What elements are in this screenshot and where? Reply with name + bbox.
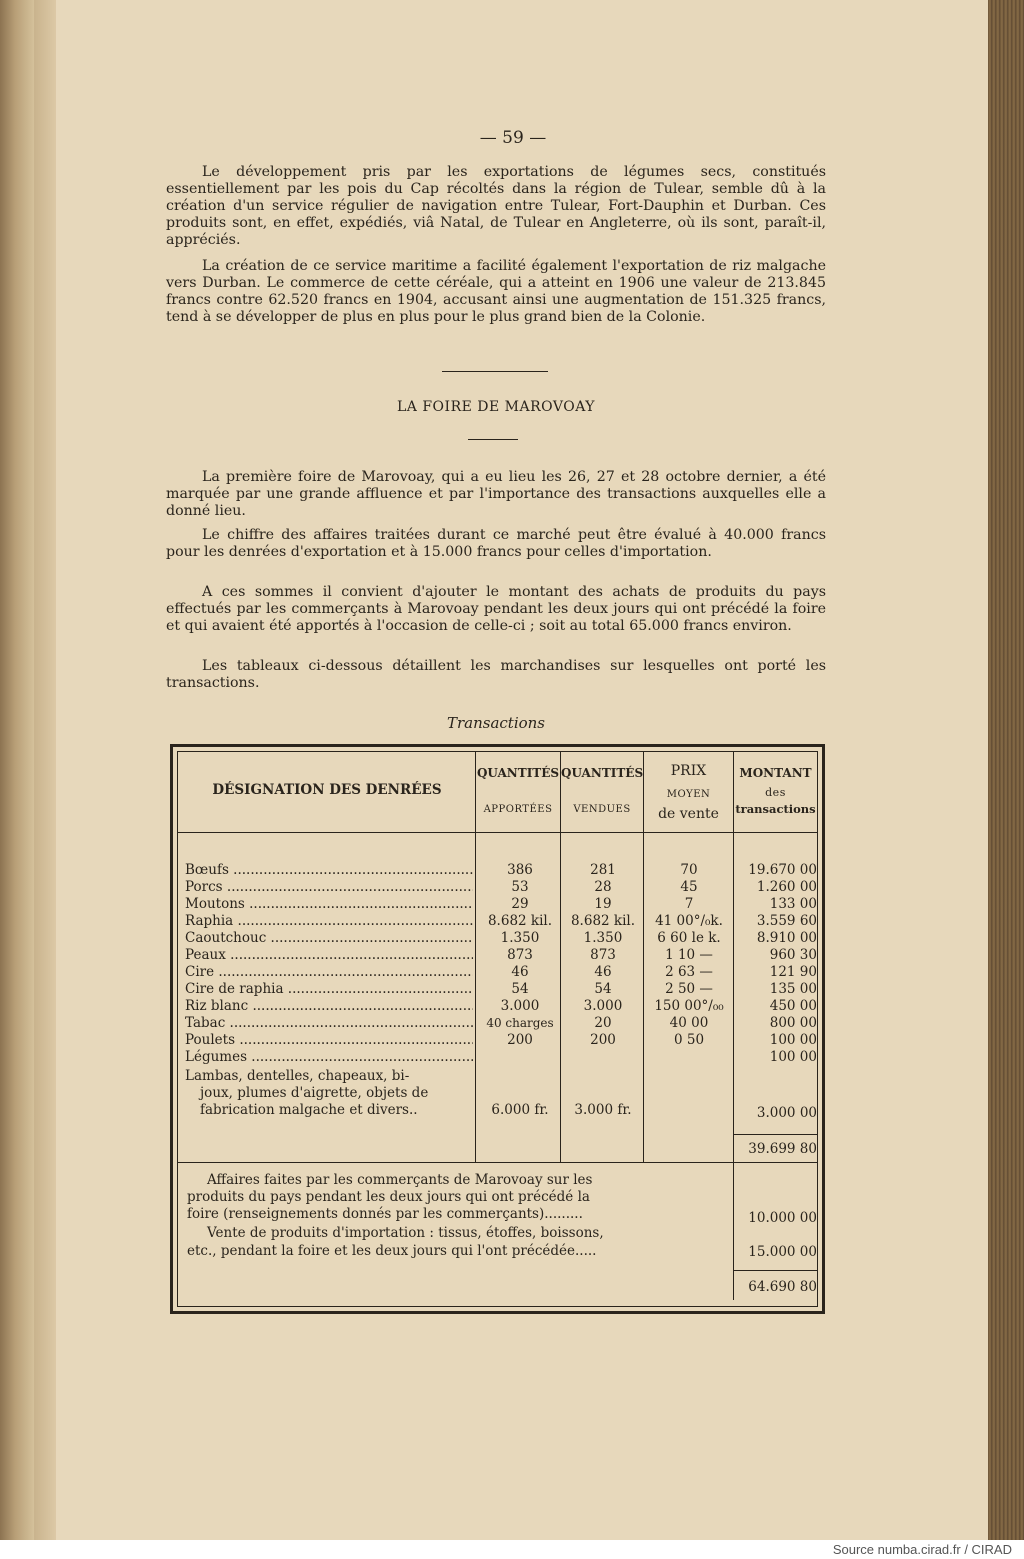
row-amount: 960 30 (769, 947, 817, 963)
row-name: Riz blanc ..... (185, 998, 473, 1015)
row-brought: 873 (507, 947, 533, 963)
section-paragraph-4: Les tableaux ci-dessous détaillent les marchandises sur lesquelles ont porté les transactions. (166, 658, 826, 691)
row-name: Bœufs ..... (185, 862, 473, 879)
row-amount: 135 00 (769, 981, 817, 997)
row-price: 150 00°/₀₀ (654, 998, 724, 1014)
row-brought: 53 (511, 879, 529, 895)
footer-amount-1: 10.000 00 (748, 1210, 817, 1226)
header-qty-brought-sub: APPORTÉES (483, 804, 553, 815)
header-amount-sub: transactions (735, 802, 816, 816)
row-amount: 1.260 00 (756, 879, 817, 895)
row-name: Cire ..... (185, 964, 473, 981)
row-name: Cire de raphia ..... (185, 981, 473, 998)
row-name-line-2: joux, plumes d'aigrette, objets de (200, 1085, 429, 1101)
row-amount: 121 90 (769, 964, 817, 980)
row-brought: 386 (507, 862, 533, 878)
header-qty-sold-sub: VENDUES (573, 804, 631, 815)
row-sold: 54 (594, 981, 612, 997)
row-sold: 281 (590, 862, 616, 878)
row-name: Caoutchouc ..... (185, 930, 473, 947)
intro-paragraph-2: La création de ce service maritime a facilité également l'exportation de riz malgache vers Durban. Le commerce de cette céréale, qui a atteint en 1906 une valeur de 213.845 francs contre 62.520 francs en 1904, accusant ainsi une augmentation de 151.325 francs, tend à se développer de plus en plus pour le plus grand bien de la Colonie. (166, 258, 826, 325)
header-price: PRIX (670, 763, 707, 779)
row-sold: 873 (590, 947, 616, 963)
section-rule-bottom (468, 439, 518, 440)
row-amount: 100 00 (769, 1032, 817, 1048)
row-sold: 46 (594, 964, 612, 980)
row-sold: 8.682 kil. (570, 913, 636, 929)
header-amount: MONTANT (739, 766, 812, 780)
row-brought: 6.000 fr. (491, 1102, 549, 1118)
row-brought: 8.682 kil. (487, 913, 553, 929)
header-price-sub: de vente (658, 806, 719, 822)
row-brought: 40 charges (486, 1016, 554, 1030)
row-name-line-3: fabrication malgache et divers.. (200, 1102, 418, 1118)
footer-line-1: Affaires faites par les commerçants de Marovoay sur les (207, 1172, 593, 1188)
gutter (34, 0, 56, 1540)
footer-amount-2: 15.000 00 (748, 1244, 817, 1260)
row-brought: 54 (511, 981, 529, 997)
section-paragraph-1: La première foire de Marovoay, qui a eu lieu les 26, 27 et 28 octobre dernier, a été marquée par une grande affluence et par l'importance des transactions auxquelles elle a donné lieu. (166, 469, 826, 519)
header-rule (178, 832, 817, 833)
table-caption: Transactions (446, 714, 546, 732)
row-name: Peaux ..... (185, 947, 473, 964)
page-number: — 59 — (479, 128, 547, 148)
header-qty-sold: QUANTITÉS (561, 766, 644, 780)
row-amount: 133 00 (769, 896, 817, 912)
row-amount: 19.670 00 (748, 862, 817, 878)
row-name: Tabac ..... (185, 1015, 473, 1032)
row-name: Légumes ..... (185, 1049, 473, 1066)
row-name-line-1: Lambas, dentelles, chapeaux, bi- (185, 1068, 410, 1084)
grand-total-amount: 64.690 80 (748, 1279, 817, 1295)
section-paragraph-3: A ces sommes il convient d'ajouter le montant des achats de produits du pays effectués par les commerçants à Marovoay pendant les deux jours qui ont précédé la foire et qui avaient été apportés à l'occasion de celle-ci ; soit au total 65.000 francs environ. (166, 584, 826, 634)
row-sold: 200 (590, 1032, 616, 1048)
section-paragraph-2: Le chiffre des affaires traitées durant ce marché peut être évalué à 40.000 francs pour les denrées d'exportation et à 15.000 francs pour celles d'importation. (166, 527, 826, 560)
row-amount: 3.559 60 (756, 913, 817, 929)
footer-line-4: Vente de produits d'importation : tissus, étoffes, boissons, (207, 1225, 604, 1241)
row-amount: 100 00 (769, 1049, 817, 1065)
row-price: 7 (684, 896, 694, 912)
row-amount: 3.000 00 (756, 1105, 817, 1121)
row-amount: 450 00 (769, 998, 817, 1014)
section-title: LA FOIRE DE MAROVOAY (396, 399, 596, 415)
row-sold: 20 (594, 1015, 612, 1031)
row-name: Moutons ..... (185, 896, 473, 913)
row-name: Poulets ..... (185, 1032, 473, 1049)
subtotal-amount: 39.699 80 (748, 1141, 817, 1157)
header-designation: DÉSIGNATION DES DENRÉES (212, 782, 442, 798)
row-name: Porcs ..... (185, 879, 473, 896)
row-brought: 29 (511, 896, 529, 912)
intro-paragraph-1: Le développement pris par les exportations de légumes secs, constitués essentiellement par les pois du Cap récoltés dans la région de Tulear, semble dû à la création d'un service régulier de navigation entre Tulear, Fort-Dauphin et Durban. Ces produits sont, en effet, expédiés, viâ Natal, de Tulear en Angleterre, où ils sont, paraît-il, appréciés. (166, 164, 826, 248)
header-price-mid: MOYEN (666, 789, 711, 800)
section-rule-top (442, 371, 548, 372)
total-rule (733, 1270, 817, 1271)
row-price: 2 63 — (665, 964, 713, 980)
row-price: 45 (680, 879, 698, 895)
subtotal-rule (733, 1134, 817, 1135)
row-sold: 3.000 (583, 998, 623, 1014)
footer-line-5: etc., pendant la foire et les deux jours qui l'ont précédée..... (187, 1243, 597, 1259)
row-sold: 1.350 (583, 930, 623, 946)
row-price: 6 60 le k. (657, 930, 721, 946)
left-page-edge (0, 0, 34, 1540)
header-qty-brought: QUANTITÉS (476, 766, 560, 780)
row-sold: 28 (594, 879, 612, 895)
right-page-edges (988, 0, 1024, 1540)
source-credit: Source numba.cirad.fr / CIRAD (832, 1542, 1012, 1557)
row-brought: 3.000 (500, 998, 540, 1014)
row-amount: 8.910 00 (756, 930, 817, 946)
footer-line-2: produits du pays pendant les deux jours qui ont précédé la (187, 1189, 590, 1205)
row-sold: 3.000 fr. (574, 1102, 632, 1118)
table-body-rule (178, 1162, 817, 1163)
row-amount: 800 00 (769, 1015, 817, 1031)
row-brought: 1.350 (500, 930, 540, 946)
footer-line-3: foire (renseignements donnés par les commerçants)......... (187, 1206, 583, 1222)
row-sold: 19 (594, 896, 612, 912)
row-brought: 200 (507, 1032, 533, 1048)
row-price: 41 00°/₀k. (655, 913, 723, 929)
row-name: Raphia ..... (185, 913, 473, 930)
header-amount-mid: des (765, 786, 786, 799)
row-price: 0 50 (673, 1032, 705, 1048)
row-brought: 46 (511, 964, 529, 980)
row-price: 1 10 — (665, 947, 713, 963)
row-price: 70 (680, 862, 698, 878)
row-price: 40 00 (669, 1015, 709, 1031)
row-price: 2 50 — (665, 981, 713, 997)
